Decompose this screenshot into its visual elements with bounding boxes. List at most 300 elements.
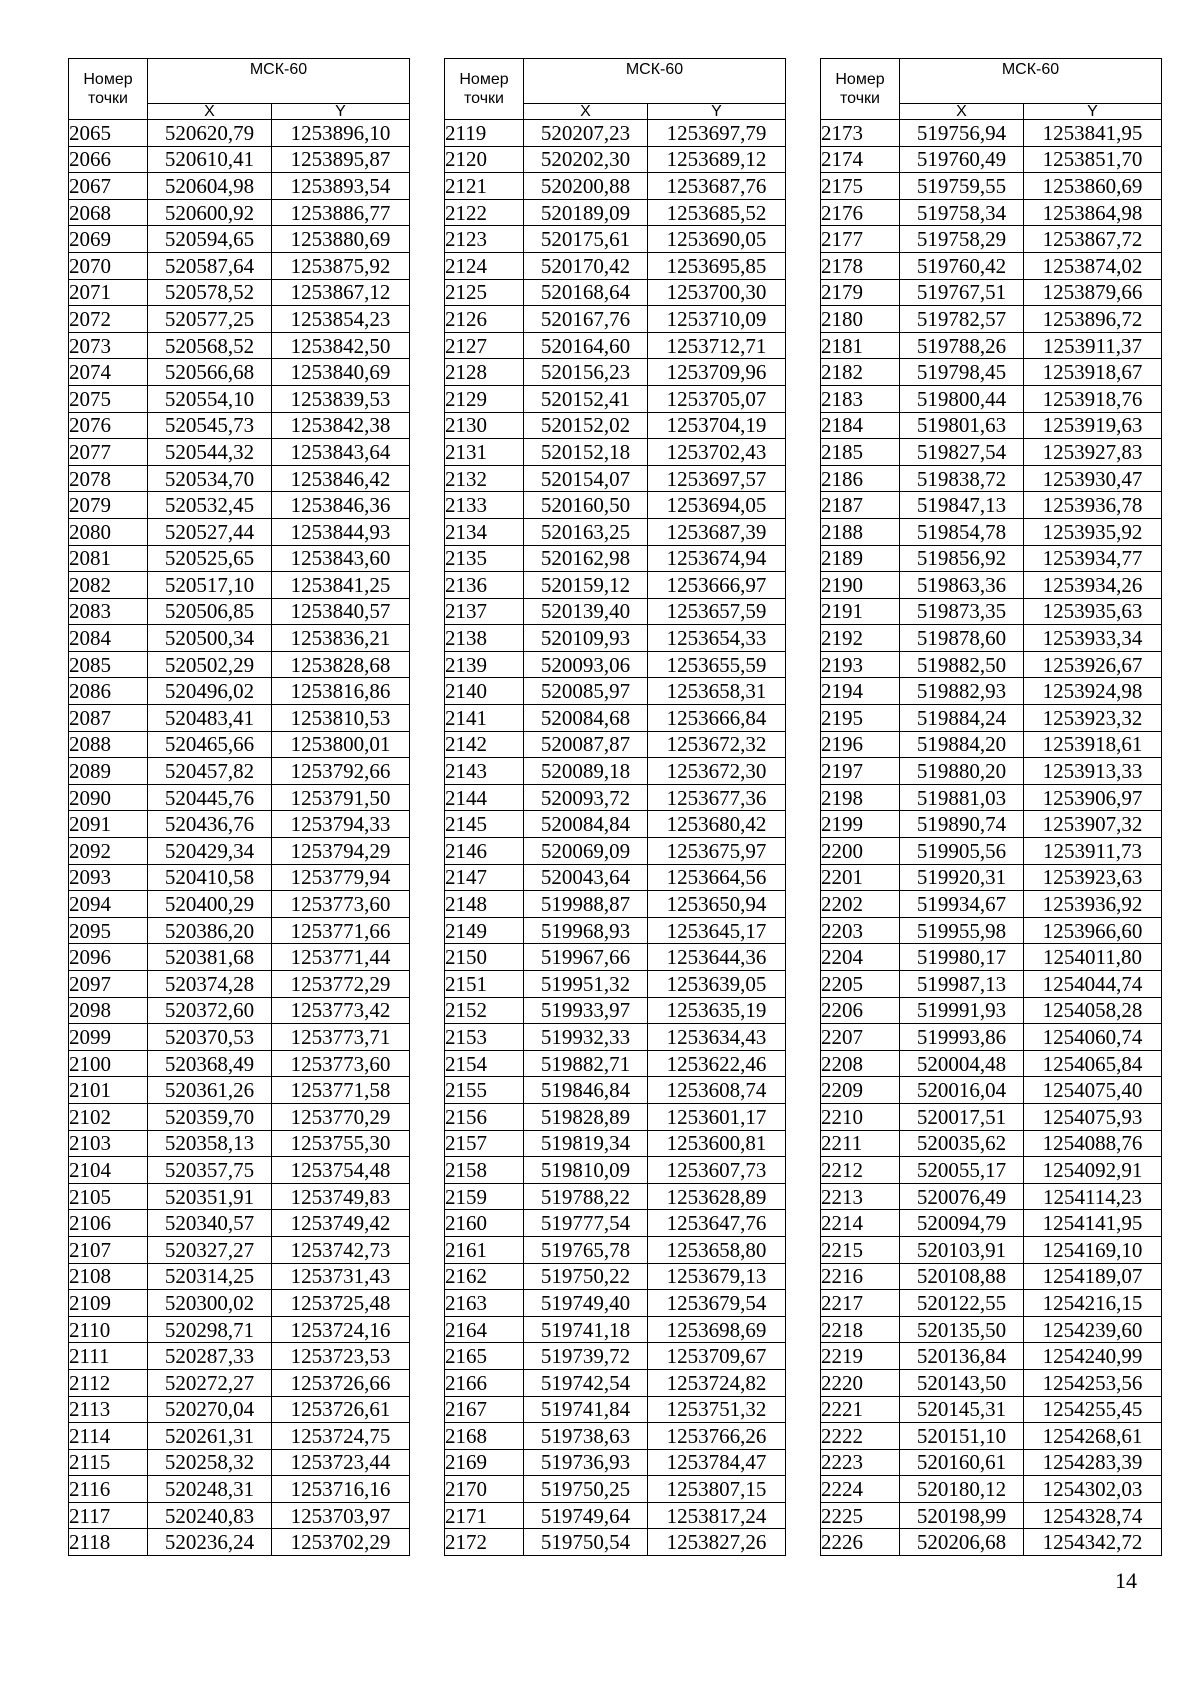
table-row xyxy=(445,146,786,173)
table-row xyxy=(445,1103,786,1130)
point-number-cell: 2208 xyxy=(821,1050,900,1077)
table-row xyxy=(69,598,410,625)
x-coordinate-cell: 519782,57 xyxy=(900,306,1024,333)
point-number-cell: 2082 xyxy=(69,572,148,599)
x-coordinate-cell: 520358,13 xyxy=(148,1130,272,1157)
table-row xyxy=(445,439,786,466)
point-number-cell: 2066 xyxy=(69,146,148,173)
table-row xyxy=(69,1396,410,1423)
y-coordinate-cell: 1253703,97 xyxy=(272,1502,410,1529)
x-coordinate-cell: 520154,07 xyxy=(524,465,648,492)
table-row xyxy=(821,651,1162,678)
x-coordinate-cell: 519863,36 xyxy=(900,572,1024,599)
table-row xyxy=(821,705,1162,732)
x-coordinate-cell: 519846,84 xyxy=(524,1077,648,1104)
point-number-cell: 2159 xyxy=(445,1183,524,1210)
point-number-cell: 2178 xyxy=(821,252,900,279)
x-coordinate-cell: 519968,93 xyxy=(524,917,648,944)
x-coordinate-cell: 520152,41 xyxy=(524,385,648,412)
table-row xyxy=(69,1449,410,1476)
table-row xyxy=(445,625,786,652)
x-coordinate-cell: 520496,02 xyxy=(148,678,272,705)
x-coordinate-cell: 519884,24 xyxy=(900,705,1024,732)
y-coordinate-cell: 1253828,68 xyxy=(272,651,410,678)
x-coordinate-cell: 520314,25 xyxy=(148,1263,272,1290)
table-row xyxy=(445,120,786,147)
point-number-cell: 2196 xyxy=(821,731,900,758)
x-coordinate-cell: 520167,76 xyxy=(524,306,648,333)
point-number-cell: 2164 xyxy=(445,1316,524,1343)
y-coordinate-cell: 1253685,52 xyxy=(648,199,786,226)
point-number-cell: 2133 xyxy=(445,492,524,519)
table-row xyxy=(821,120,1162,147)
x-coordinate-cell: 519739,72 xyxy=(524,1343,648,1370)
point-number-cell: 2089 xyxy=(69,758,148,785)
y-coordinate-cell: 1253841,95 xyxy=(1024,120,1162,147)
y-coordinate-cell: 1253918,61 xyxy=(1024,731,1162,758)
y-coordinate-cell: 1254058,28 xyxy=(1024,997,1162,1024)
point-number-cell: 2108 xyxy=(69,1263,148,1290)
x-coordinate-cell: 519882,71 xyxy=(524,1050,648,1077)
table-row xyxy=(821,944,1162,971)
x-coordinate-cell: 520017,51 xyxy=(900,1103,1024,1130)
point-number-cell: 2152 xyxy=(445,997,524,1024)
x-coordinate-cell: 519854,78 xyxy=(900,518,1024,545)
point-number-cell: 2130 xyxy=(445,412,524,439)
x-coordinate-cell: 520620,79 xyxy=(148,120,272,147)
x-coordinate-cell: 520069,09 xyxy=(524,838,648,865)
x-coordinate-cell: 519765,78 xyxy=(524,1236,648,1263)
point-number-cell: 2183 xyxy=(821,385,900,412)
y-header: Y xyxy=(1024,104,1162,120)
point-number-cell: 2070 xyxy=(69,252,148,279)
x-coordinate-cell: 520175,61 xyxy=(524,226,648,253)
y-coordinate-cell: 1253864,98 xyxy=(1024,199,1162,226)
x-coordinate-cell: 520207,23 xyxy=(524,120,648,147)
point-number-cell: 2112 xyxy=(69,1369,148,1396)
y-coordinate-cell: 1254092,91 xyxy=(1024,1157,1162,1184)
point-number-cell: 2104 xyxy=(69,1157,148,1184)
x-coordinate-cell: 520240,83 xyxy=(148,1502,272,1529)
y-coordinate-cell: 1253875,92 xyxy=(272,252,410,279)
y-coordinate-cell: 1253841,25 xyxy=(272,572,410,599)
y-coordinate-cell: 1253810,53 xyxy=(272,705,410,732)
x-coordinate-cell: 519856,92 xyxy=(900,545,1024,572)
x-coordinate-cell: 519788,22 xyxy=(524,1183,648,1210)
x-coordinate-cell: 520035,62 xyxy=(900,1130,1024,1157)
point-number-cell: 2203 xyxy=(821,917,900,944)
x-coordinate-cell: 519882,50 xyxy=(900,651,1024,678)
table-row xyxy=(445,838,786,865)
x-coordinate-cell: 519760,42 xyxy=(900,252,1024,279)
x-coordinate-cell: 520103,91 xyxy=(900,1236,1024,1263)
table-row xyxy=(69,439,410,466)
point-number-cell: 2169 xyxy=(445,1449,524,1476)
table-row xyxy=(445,1502,786,1529)
point-number-cell: 2127 xyxy=(445,332,524,359)
table-row xyxy=(69,146,410,173)
x-coordinate-cell: 520506,85 xyxy=(148,598,272,625)
table-row xyxy=(69,518,410,545)
point-number-cell: 2114 xyxy=(69,1423,148,1450)
y-coordinate-cell: 1254075,40 xyxy=(1024,1077,1162,1104)
point-number-cell: 2109 xyxy=(69,1290,148,1317)
y-coordinate-cell: 1253608,74 xyxy=(648,1077,786,1104)
table-row xyxy=(821,518,1162,545)
x-coordinate-cell: 520016,04 xyxy=(900,1077,1024,1104)
x-coordinate-cell: 519934,67 xyxy=(900,891,1024,918)
x-coordinate-cell: 520577,25 xyxy=(148,306,272,333)
point-number-cell: 2138 xyxy=(445,625,524,652)
y-coordinate-cell: 1253689,12 xyxy=(648,146,786,173)
table-row xyxy=(821,1316,1162,1343)
x-coordinate-cell: 520298,71 xyxy=(148,1316,272,1343)
point-number-cell: 2119 xyxy=(445,120,524,147)
point-number-cell: 2084 xyxy=(69,625,148,652)
table-row xyxy=(445,1423,786,1450)
y-coordinate-cell: 1254342,72 xyxy=(1024,1529,1162,1556)
table-row xyxy=(445,518,786,545)
x-header: X xyxy=(900,104,1024,120)
table-row xyxy=(445,1236,786,1263)
table-row xyxy=(69,359,410,386)
point-number-cell: 2116 xyxy=(69,1476,148,1503)
table-row xyxy=(445,1210,786,1237)
point-number-cell: 2162 xyxy=(445,1263,524,1290)
point-number-cell: 2091 xyxy=(69,811,148,838)
x-coordinate-cell: 520534,70 xyxy=(148,465,272,492)
y-coordinate-cell: 1253702,29 xyxy=(272,1529,410,1556)
point-number-cell: 2132 xyxy=(445,465,524,492)
table-row xyxy=(69,412,410,439)
x-coordinate-cell: 520386,20 xyxy=(148,917,272,944)
table-row xyxy=(821,758,1162,785)
point-number-cell: 2187 xyxy=(821,492,900,519)
x-coordinate-cell: 520357,75 xyxy=(148,1157,272,1184)
point-number-header: Номер точки xyxy=(821,59,900,120)
x-coordinate-cell: 520465,66 xyxy=(148,731,272,758)
point-number-cell: 2123 xyxy=(445,226,524,253)
x-coordinate-cell: 520248,31 xyxy=(148,1476,272,1503)
y-coordinate-cell: 1254088,76 xyxy=(1024,1130,1162,1157)
y-coordinate-cell: 1253698,69 xyxy=(648,1316,786,1343)
point-number-cell: 2079 xyxy=(69,492,148,519)
x-coordinate-cell: 519955,98 xyxy=(900,917,1024,944)
point-number-cell: 2099 xyxy=(69,1024,148,1051)
y-coordinate-cell: 1253726,61 xyxy=(272,1396,410,1423)
point-number-cell: 2100 xyxy=(69,1050,148,1077)
point-number-cell: 2171 xyxy=(445,1502,524,1529)
x-coordinate-cell: 519758,34 xyxy=(900,199,1024,226)
point-number-cell: 2075 xyxy=(69,385,148,412)
y-coordinate-cell: 1253867,72 xyxy=(1024,226,1162,253)
table-row xyxy=(445,758,786,785)
y-coordinate-cell: 1253709,67 xyxy=(648,1343,786,1370)
table-row xyxy=(821,572,1162,599)
table-row xyxy=(69,226,410,253)
y-coordinate-cell: 1253843,60 xyxy=(272,545,410,572)
y-coordinate-cell: 1253687,39 xyxy=(648,518,786,545)
table-row xyxy=(821,864,1162,891)
point-number-cell: 2077 xyxy=(69,439,148,466)
x-coordinate-cell: 519920,31 xyxy=(900,864,1024,891)
y-coordinate-cell: 1253709,96 xyxy=(648,359,786,386)
x-coordinate-cell: 520368,49 xyxy=(148,1050,272,1077)
point-number-cell: 2182 xyxy=(821,359,900,386)
point-number-cell: 2211 xyxy=(821,1130,900,1157)
y-coordinate-cell: 1253635,19 xyxy=(648,997,786,1024)
y-coordinate-cell: 1253906,97 xyxy=(1024,784,1162,811)
y-coordinate-cell: 1253647,76 xyxy=(648,1210,786,1237)
y-coordinate-cell: 1253607,73 xyxy=(648,1157,786,1184)
point-number-cell: 2065 xyxy=(69,120,148,147)
y-coordinate-cell: 1253672,30 xyxy=(648,758,786,785)
y-coordinate-cell: 1253749,42 xyxy=(272,1210,410,1237)
table-row xyxy=(445,1449,786,1476)
table-row xyxy=(69,758,410,785)
point-number-cell: 2175 xyxy=(821,173,900,200)
point-number-cell: 2101 xyxy=(69,1077,148,1104)
point-number-cell: 2095 xyxy=(69,917,148,944)
point-number-cell: 2180 xyxy=(821,306,900,333)
x-coordinate-cell: 520139,40 xyxy=(524,598,648,625)
table-row xyxy=(69,306,410,333)
y-coordinate-cell: 1253966,60 xyxy=(1024,917,1162,944)
table-row xyxy=(445,173,786,200)
table-row xyxy=(821,1130,1162,1157)
point-number-cell: 2200 xyxy=(821,838,900,865)
table-row xyxy=(445,1369,786,1396)
table-row xyxy=(445,1316,786,1343)
y-coordinate-cell: 1253716,16 xyxy=(272,1476,410,1503)
x-coordinate-cell: 520554,10 xyxy=(148,385,272,412)
point-number-cell: 2092 xyxy=(69,838,148,865)
table-row xyxy=(445,1476,786,1503)
y-coordinate-cell: 1253935,92 xyxy=(1024,518,1162,545)
coordinates-table-1 xyxy=(68,58,410,1556)
point-number-cell: 2137 xyxy=(445,598,524,625)
coord-system-header: МСК-60 xyxy=(900,59,1162,104)
point-number-cell: 2146 xyxy=(445,838,524,865)
x-coordinate-cell: 520202,30 xyxy=(524,146,648,173)
table-row xyxy=(69,572,410,599)
y-coordinate-cell: 1253794,33 xyxy=(272,811,410,838)
x-coordinate-cell: 519742,54 xyxy=(524,1369,648,1396)
y-coordinate-cell: 1253749,83 xyxy=(272,1183,410,1210)
table-row xyxy=(69,173,410,200)
x-coordinate-cell: 520578,52 xyxy=(148,279,272,306)
table-row xyxy=(821,731,1162,758)
point-number-cell: 2110 xyxy=(69,1316,148,1343)
y-coordinate-cell: 1254060,74 xyxy=(1024,1024,1162,1051)
x-coordinate-cell: 519838,72 xyxy=(900,465,1024,492)
point-number-cell: 2213 xyxy=(821,1183,900,1210)
table-row xyxy=(445,1024,786,1051)
x-header: X xyxy=(524,104,648,120)
table-row xyxy=(821,1024,1162,1051)
x-coordinate-cell: 519884,20 xyxy=(900,731,1024,758)
table-row xyxy=(69,891,410,918)
x-coordinate-cell: 520525,65 xyxy=(148,545,272,572)
table-row xyxy=(821,1050,1162,1077)
point-number-cell: 2210 xyxy=(821,1103,900,1130)
y-coordinate-cell: 1253935,63 xyxy=(1024,598,1162,625)
table-row xyxy=(445,651,786,678)
y-coordinate-cell: 1253622,46 xyxy=(648,1050,786,1077)
point-number-cell: 2216 xyxy=(821,1263,900,1290)
table-row xyxy=(821,1263,1162,1290)
point-number-cell: 2085 xyxy=(69,651,148,678)
table-row xyxy=(821,226,1162,253)
point-number-cell: 2147 xyxy=(445,864,524,891)
y-coordinate-cell: 1253724,82 xyxy=(648,1369,786,1396)
x-coordinate-cell: 520198,99 xyxy=(900,1502,1024,1529)
x-coordinate-cell: 519749,64 xyxy=(524,1502,648,1529)
table-row xyxy=(821,1369,1162,1396)
point-number-cell: 2083 xyxy=(69,598,148,625)
x-coordinate-cell: 520200,88 xyxy=(524,173,648,200)
x-coordinate-cell: 520122,55 xyxy=(900,1290,1024,1317)
table-row xyxy=(445,279,786,306)
x-coordinate-cell: 519750,54 xyxy=(524,1529,648,1556)
y-coordinate-cell: 1254169,10 xyxy=(1024,1236,1162,1263)
y-coordinate-cell: 1254044,74 xyxy=(1024,971,1162,998)
point-number-cell: 2192 xyxy=(821,625,900,652)
x-header: X xyxy=(148,104,272,120)
table-row xyxy=(821,1103,1162,1130)
table-row xyxy=(445,306,786,333)
point-number-cell: 2087 xyxy=(69,705,148,732)
x-coordinate-cell: 520163,25 xyxy=(524,518,648,545)
x-coordinate-cell: 519741,18 xyxy=(524,1316,648,1343)
x-coordinate-cell: 520094,79 xyxy=(900,1210,1024,1237)
point-number-cell: 2140 xyxy=(445,678,524,705)
y-coordinate-cell: 1254075,93 xyxy=(1024,1103,1162,1130)
x-coordinate-cell: 520168,64 xyxy=(524,279,648,306)
table-row xyxy=(821,1077,1162,1104)
x-coordinate-cell: 519991,93 xyxy=(900,997,1024,1024)
point-number-cell: 2107 xyxy=(69,1236,148,1263)
y-coordinate-cell: 1253658,80 xyxy=(648,1236,786,1263)
x-coordinate-cell: 519800,44 xyxy=(900,385,1024,412)
point-number-cell: 2097 xyxy=(69,971,148,998)
y-coordinate-cell: 1253886,77 xyxy=(272,199,410,226)
y-coordinate-cell: 1253839,53 xyxy=(272,385,410,412)
table-row xyxy=(821,146,1162,173)
point-number-cell: 2184 xyxy=(821,412,900,439)
table-row xyxy=(69,545,410,572)
table-row xyxy=(69,385,410,412)
y-coordinate-cell: 1254283,39 xyxy=(1024,1449,1162,1476)
point-number-cell: 2167 xyxy=(445,1396,524,1423)
x-coordinate-cell: 520566,68 xyxy=(148,359,272,386)
table-row xyxy=(445,1050,786,1077)
x-coordinate-cell: 519988,87 xyxy=(524,891,648,918)
table-row xyxy=(445,598,786,625)
x-coordinate-cell: 520143,50 xyxy=(900,1369,1024,1396)
y-coordinate-cell: 1253844,93 xyxy=(272,518,410,545)
x-coordinate-cell: 520135,50 xyxy=(900,1316,1024,1343)
y-coordinate-cell: 1254011,80 xyxy=(1024,944,1162,971)
x-coordinate-cell: 520043,64 xyxy=(524,864,648,891)
y-coordinate-cell: 1253895,87 xyxy=(272,146,410,173)
table-row xyxy=(445,226,786,253)
y-coordinate-cell: 1253773,42 xyxy=(272,997,410,1024)
y-coordinate-cell: 1253846,42 xyxy=(272,465,410,492)
y-coordinate-cell: 1253634,43 xyxy=(648,1024,786,1051)
x-coordinate-cell: 520189,09 xyxy=(524,199,648,226)
point-number-cell: 2069 xyxy=(69,226,148,253)
table-row xyxy=(445,678,786,705)
table-row xyxy=(821,465,1162,492)
table-row xyxy=(445,385,786,412)
point-number-cell: 2194 xyxy=(821,678,900,705)
y-coordinate-cell: 1253923,32 xyxy=(1024,705,1162,732)
y-coordinate-cell: 1253794,29 xyxy=(272,838,410,865)
y-coordinate-cell: 1253766,26 xyxy=(648,1423,786,1450)
x-coordinate-cell: 520164,60 xyxy=(524,332,648,359)
x-coordinate-cell: 520436,76 xyxy=(148,811,272,838)
y-coordinate-cell: 1253800,01 xyxy=(272,731,410,758)
x-coordinate-cell: 520545,73 xyxy=(148,412,272,439)
point-number-cell: 2222 xyxy=(821,1423,900,1450)
y-coordinate-cell: 1253664,56 xyxy=(648,864,786,891)
x-coordinate-cell: 520502,29 xyxy=(148,651,272,678)
x-coordinate-cell: 519933,97 xyxy=(524,997,648,1024)
table-row xyxy=(69,1263,410,1290)
table-row xyxy=(821,545,1162,572)
x-coordinate-cell: 520587,64 xyxy=(148,252,272,279)
point-number-cell: 2170 xyxy=(445,1476,524,1503)
y-coordinate-cell: 1253880,69 xyxy=(272,226,410,253)
x-coordinate-cell: 520359,70 xyxy=(148,1103,272,1130)
point-number-cell: 2214 xyxy=(821,1210,900,1237)
x-coordinate-cell: 519993,86 xyxy=(900,1024,1024,1051)
table-row xyxy=(445,971,786,998)
table-row xyxy=(69,1183,410,1210)
x-coordinate-cell: 520160,61 xyxy=(900,1449,1024,1476)
point-number-cell: 2189 xyxy=(821,545,900,572)
point-number-cell: 2068 xyxy=(69,199,148,226)
y-coordinate-cell: 1253655,59 xyxy=(648,651,786,678)
point-number-cell: 2219 xyxy=(821,1343,900,1370)
table-row xyxy=(69,1210,410,1237)
table-row xyxy=(69,1476,410,1503)
y-coordinate-cell: 1253867,12 xyxy=(272,279,410,306)
y-coordinate-cell: 1253851,70 xyxy=(1024,146,1162,173)
x-coordinate-cell: 520300,02 xyxy=(148,1290,272,1317)
x-coordinate-cell: 520410,58 xyxy=(148,864,272,891)
y-coordinate-cell: 1253601,17 xyxy=(648,1103,786,1130)
y-coordinate-cell: 1253644,36 xyxy=(648,944,786,971)
table-row xyxy=(445,199,786,226)
x-coordinate-cell: 520206,68 xyxy=(900,1529,1024,1556)
x-coordinate-cell: 520109,93 xyxy=(524,625,648,652)
x-coordinate-cell: 520610,41 xyxy=(148,146,272,173)
point-number-cell: 2118 xyxy=(69,1529,148,1556)
table-row xyxy=(821,1183,1162,1210)
point-number-cell: 2129 xyxy=(445,385,524,412)
point-number-cell: 2142 xyxy=(445,731,524,758)
point-number-cell: 2117 xyxy=(69,1502,148,1529)
y-coordinate-cell: 1253679,13 xyxy=(648,1263,786,1290)
y-coordinate-cell: 1253836,21 xyxy=(272,625,410,652)
point-number-cell: 2074 xyxy=(69,359,148,386)
point-number-cell: 2199 xyxy=(821,811,900,838)
y-coordinate-cell: 1254268,61 xyxy=(1024,1423,1162,1450)
y-coordinate-cell: 1253896,10 xyxy=(272,120,410,147)
table-row xyxy=(821,332,1162,359)
